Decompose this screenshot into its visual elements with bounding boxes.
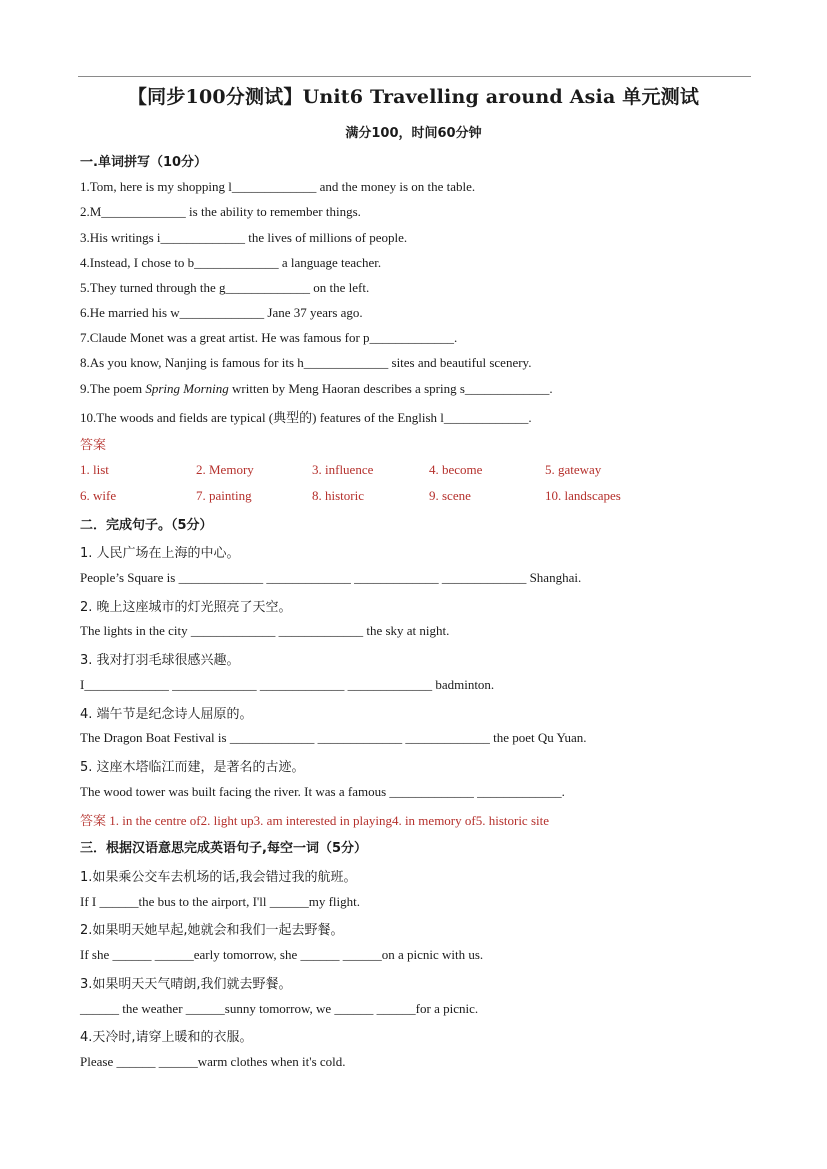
- answer-item: 10. landscapes: [545, 488, 621, 503]
- answer-item: 7. painting: [196, 488, 252, 503]
- sentence-en: Please ______ ______warm clothes when it's cold.: [80, 1054, 346, 1069]
- question-2: 2.M_____________ is the ability to remember things.: [80, 204, 361, 219]
- section2-heading: 二．完成句子。（5分）: [80, 518, 213, 533]
- question-8: 8.As you know, Nanjing is famous for its h_____________ sites and beautiful scenery.: [80, 355, 532, 370]
- answer-item: 1. list: [80, 462, 109, 477]
- answer-item: 2. Memory: [196, 462, 254, 477]
- answer-item: 4. become: [429, 462, 483, 477]
- question-6: 6.He married his w_____________ Jane 37 years ago.: [80, 305, 363, 320]
- question-9-start: 9.The poem: [80, 381, 146, 396]
- sentence-cn: 3. 我对打羽毛球很感兴趣。: [80, 653, 240, 668]
- sentence-en: The lights in the city _____________ _____________ the sky at night.: [80, 623, 450, 638]
- sentence-cn: 5. 这座木塔临江而建，是著名的古迹。: [80, 760, 305, 775]
- sentence-en: If I ______the bus to the airport, I'll ______my flight.: [80, 894, 360, 909]
- sentence-en: If she ______ ______early tomorrow, she ______ ______on a picnic with us.: [80, 947, 484, 962]
- poem-title: Spring Morning: [145, 381, 229, 396]
- answer-label: 答案: [80, 438, 107, 453]
- header-rule: [78, 76, 751, 77]
- question-3: 3.His writings i_____________ the lives of millions of people.: [80, 230, 408, 245]
- answer-item: 5. gateway: [545, 462, 602, 477]
- sentence-cn: 4. 端午节是纪念诗人屈原的。: [80, 707, 253, 722]
- question-1: 1.Tom, here is my shopping l_____________ and the money is on the table.: [80, 179, 476, 194]
- section1-heading: 一.单词拼写（10分）: [80, 155, 208, 170]
- answer-item: 6. wife: [80, 488, 117, 503]
- sentence-cn: 2.如果明天她早起,她就会和我们一起去野餐。: [80, 923, 344, 938]
- answer-label: 答案: [80, 814, 107, 829]
- sentence-en: The wood tower was built facing the river. It was a famous _____________ _____________.: [80, 784, 565, 799]
- answer-item: 3. influence: [312, 462, 374, 477]
- section2-answer: [80, 810, 549, 829]
- sentence-cn: 3.如果明天天气晴朗,我们就去野餐。: [80, 977, 292, 992]
- question-7: 7.Claude Monet was a great artist. He was famous for p_____________.: [80, 330, 458, 345]
- answer-item: 9. scene: [429, 488, 471, 503]
- section3-heading: 三．根据汉语意思完成英语句子,每空一词（5分）: [80, 841, 367, 856]
- sentence-cn: 1. 人民广场在上海的中心。: [80, 546, 240, 561]
- sentence-en: ______ the weather ______sunny tomorrow, we ______ ______for a picnic.: [80, 1001, 479, 1016]
- question-9: [80, 381, 553, 397]
- document-subtitle: 满分100，时间60分钟: [345, 126, 482, 141]
- answer-text: 1. in the centre of2. light up3. am interested in playing4. in memory of5. historic site: [106, 813, 550, 828]
- sentence-en: People’s Square is _____________ _____________ _____________ _____________ Shanghai.: [80, 570, 582, 585]
- question-5: 5.They turned through the g_____________ on the left.: [80, 280, 370, 295]
- answer-item: 8. historic: [312, 488, 364, 503]
- sentence-cn: 4.天冷时,请穿上暖和的衣服。: [80, 1030, 253, 1045]
- sentence-cn: 2. 晚上这座城市的灯光照亮了天空。: [80, 600, 292, 615]
- question-4: 4.Instead, I chose to b_____________ a language teacher.: [80, 255, 382, 270]
- sentence-en: The Dragon Boat Festival is _____________ _____________ _____________ the poet Qu Yuan.: [80, 730, 587, 745]
- sentence-en: I_____________ _____________ _____________ _____________ badminton.: [80, 677, 495, 692]
- sentence-cn: 1.如果乘公交车去机场的话,我会错过我的航班。: [80, 870, 357, 885]
- question-10: 10.The woods and fields are typical (典型的) features of the English l_____________.: [80, 410, 532, 425]
- question-9-rest: written by Meng Haoran describes a spring s_____________.: [228, 381, 553, 396]
- document-title: 【同步100分测试】Unit6 Travelling around Asia 单元测试: [127, 86, 700, 108]
